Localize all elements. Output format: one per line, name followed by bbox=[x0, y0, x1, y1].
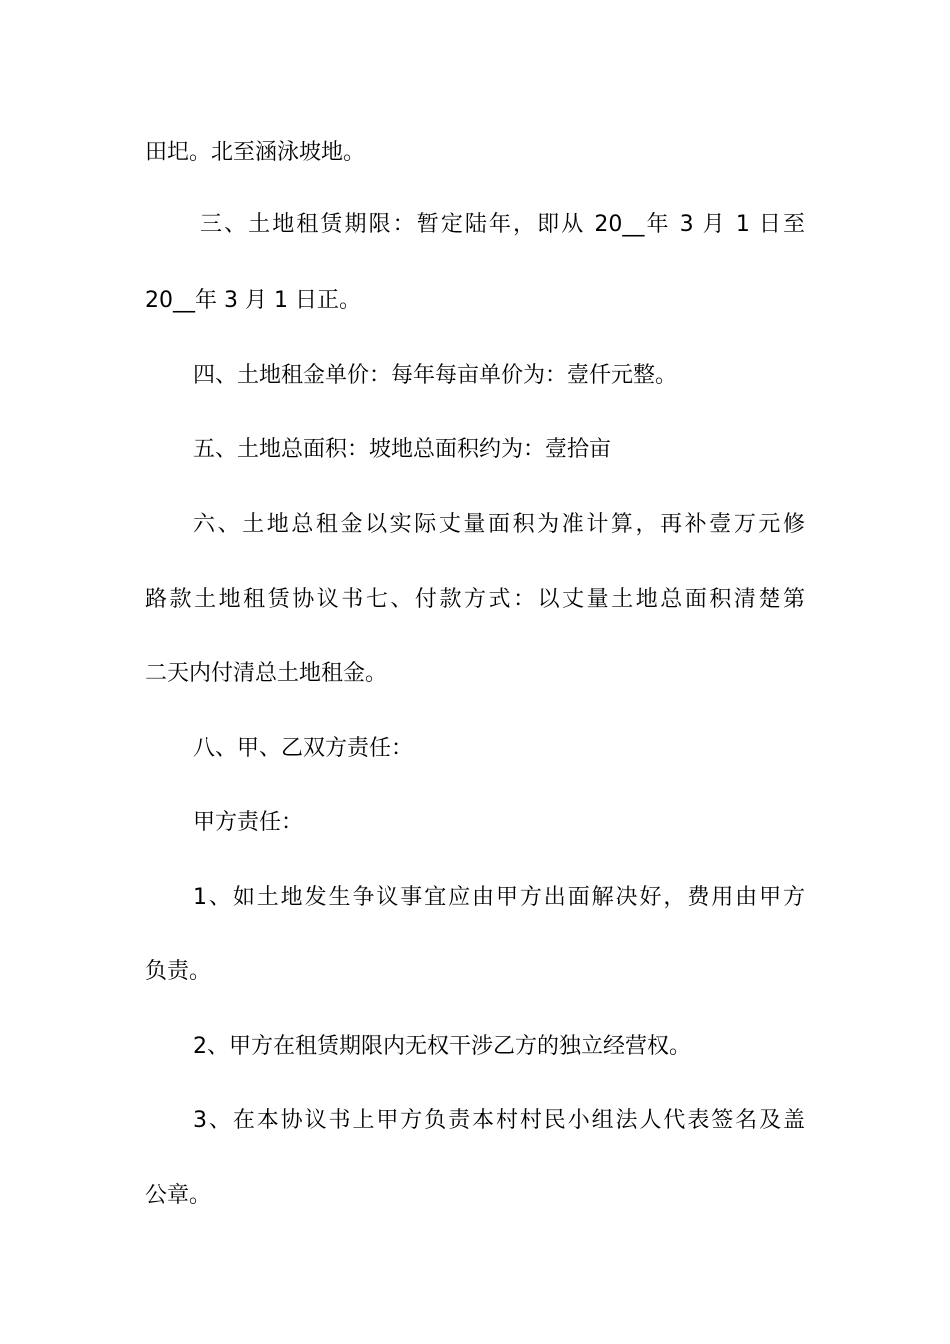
text-line-15: 公章。 bbox=[145, 1183, 212, 1208]
text-line-10: 甲方责任： bbox=[193, 810, 304, 835]
text-line-2: 三、土地租赁期限：暂定陆年，即从 20__年 3 月 1 日至 bbox=[200, 212, 805, 237]
text-line-6: 六、土地总租金以实际丈量面积为准计算，再补壹万元修 bbox=[193, 512, 805, 537]
text-line-12: 负责。 bbox=[145, 959, 212, 984]
text-line-3: 20__年 3 月 1 日正。 bbox=[145, 288, 361, 313]
text-line-11: 1、如土地发生争议事宜应由甲方出面解决好，费用由甲方 bbox=[193, 885, 805, 910]
text-line-14: 3、在本协议书上甲方负责本村村民小组法人代表签名及盖 bbox=[193, 1108, 805, 1133]
text-line-4: 四、土地租金单价：每年每亩单价为：壹仟元整。 bbox=[193, 363, 678, 388]
text-line-9: 八、甲、乙双方责任： bbox=[193, 736, 414, 761]
text-line-8: 二天内付清总土地租金。 bbox=[145, 661, 388, 686]
text-line-7: 路款土地租赁协议书七、付款方式：以丈量土地总面积清楚第 bbox=[145, 587, 805, 612]
text-line-1: 田圯。北至涵泳坡地。 bbox=[145, 140, 366, 165]
text-line-13: 2、甲方在租赁期限内无权干涉乙方的独立经营权。 bbox=[193, 1034, 691, 1059]
text-line-5: 五、土地总面积：坡地总面积约为：壹拾亩 bbox=[193, 437, 612, 462]
